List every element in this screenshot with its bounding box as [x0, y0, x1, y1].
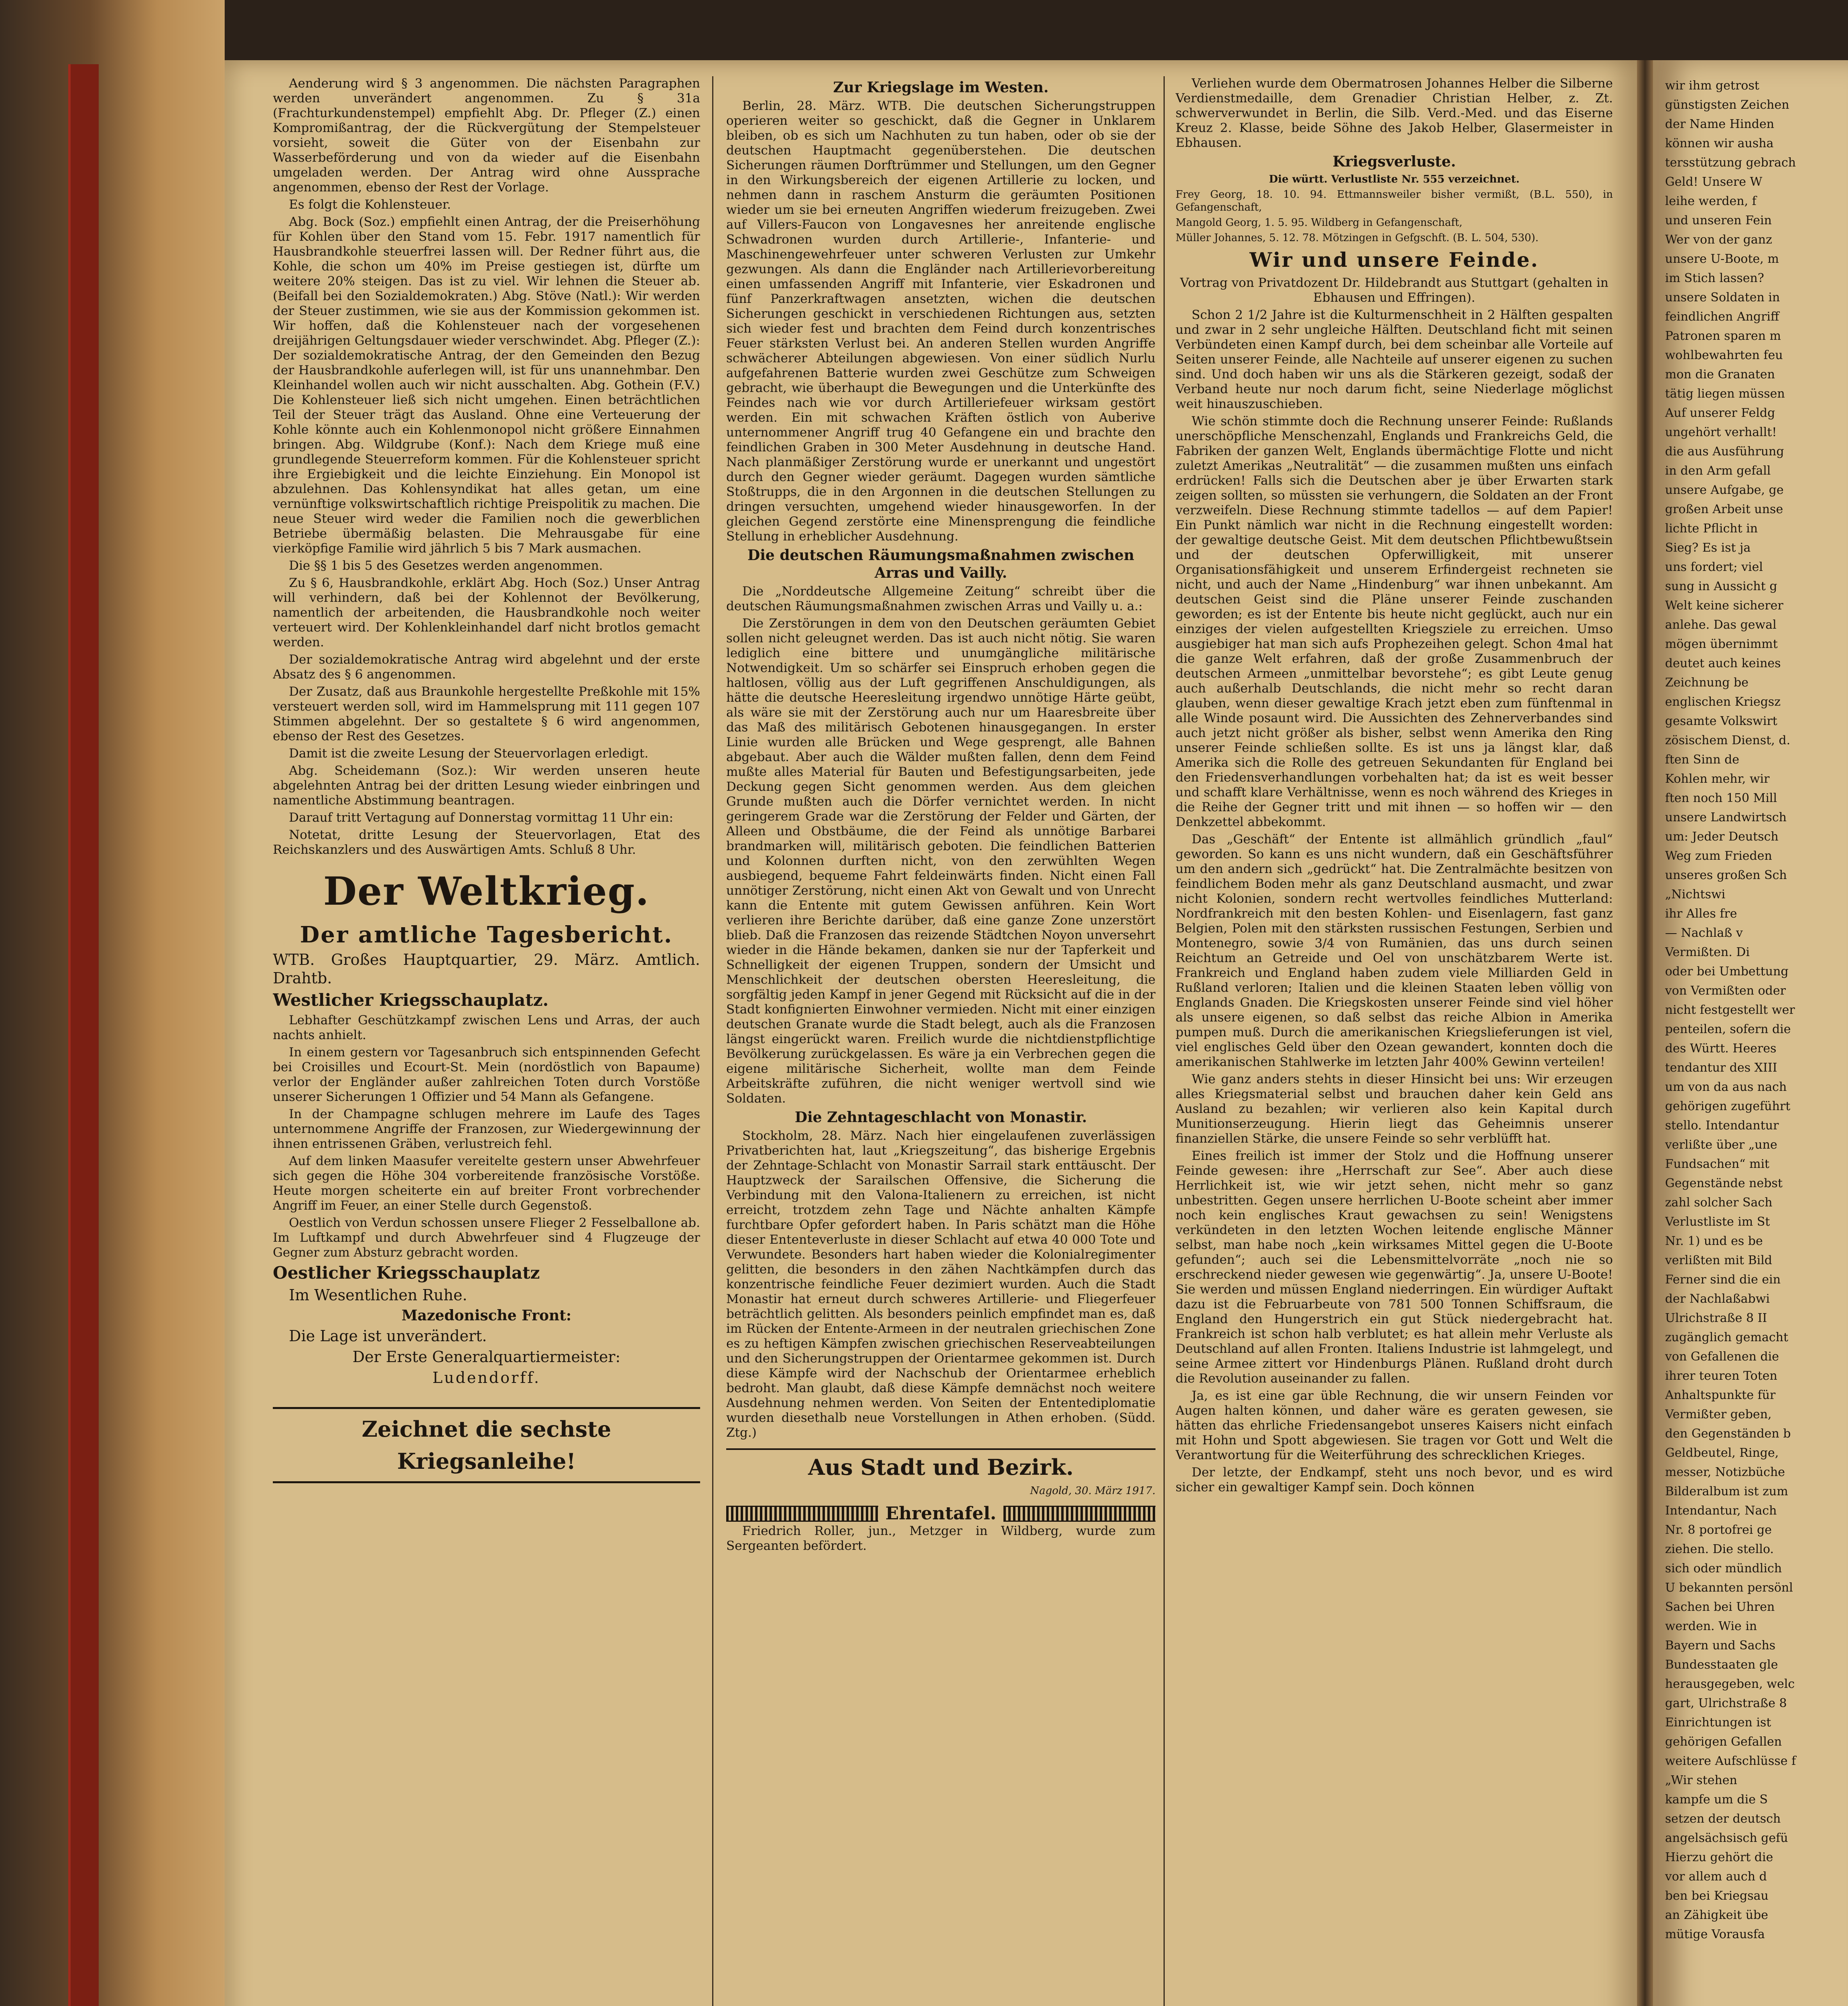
text-line: Bayern und Sachs: [1665, 1639, 1776, 1653]
text-line: tendantur des XIII: [1665, 1061, 1777, 1075]
text-line: gesamte Volkswirt: [1665, 714, 1777, 728]
text-line: im Stich lassen?: [1665, 271, 1764, 285]
text-line: — Nachlaß v: [1665, 926, 1743, 940]
paragraph: Wie schön stimmte doch die Rechnung unserer Feinde: Rußlands unerschöpfliche Menschenzahl, Englands und Frankreichs Geld, die Fabriken der ganzen Welt, Englands übermächtige Flotte und nicht zuletzt Amerikas „Neutralität“ — die zusammen mußten uns einfach erdrücken! Falls sich die Deutschen aber je über Erwarten stark zeigen sollten, so müssten sie verhungern, die Soldaten an der Front verzweifeln. Diese Rechnung stimmte tadellos — auf dem Papier! Ein Punkt nämlich war nicht in die Rechnung eingestellt worden: der gewaltige deutsche Geist. Mit dem deutschen Pflichtbewußtsein und der deutschen Opferwilligkeit, mit unserer Organisationsfähigkeit und unserem Erfindergeist rechneten sie nicht, und auch der Name „Hindenburg“ war ihnen unbekannt. Am deutschen Geist sind die Pläne unserer Feinde zuschanden geworden; es ist der Entente bis heute nicht geglückt, auch nur ein einziges der vielen aufgestellten Kriegsziele zu erreichen. Umso ausgiebiger hat man sich aufs Prophezeihen gelegt. Schon 4mal hat die ganze Welt erfahren, daß der große Zusammenbruch der deutschen Armeen „unmittelbar bevorstehe“; es gibt Leute genug auch außerhalb Deutschlands, die nicht mehr so recht daran glauben, wenn dieser gewaltige Krach jetzt eben zum fünftenmal in alle Winde posaunt wird. Die Aussichten des Zehnerverbandes sind auch jetzt nicht größer als bisher, selbst wenn Amerika den Ring unserer Feinde schließen sollte. Es ist uns ja längst klar, daß Amerika sich die Rolle des getreuen Sekundanten für England bei den Friedensverhandlungen vorbehalten hat; da ist es weit besser und schafft klare Verhältnisse, wenn es noch während des Krieges in die Reihe der Gegner tritt und mit ihnen — so hoffen wir — den Denkzettel abbekommt.: [1176, 414, 1613, 829]
text-line: Welt keine sicherer: [1665, 599, 1783, 613]
text-line: gehörigen zugeführt: [1665, 1099, 1791, 1113]
tagesbericht-title: Der amtliche Tagesbericht.: [300, 922, 673, 948]
text-line: Verlustliste im St: [1665, 1215, 1770, 1229]
text-line: unseres großen Sch: [1665, 868, 1787, 882]
text-line: messer, Notizbüche: [1665, 1465, 1785, 1479]
text-line: deutet auch keines: [1665, 656, 1781, 670]
book-spine: [68, 64, 99, 2006]
text-line: den Gegenständen b: [1665, 1427, 1791, 1441]
signature-line2: Ludendorff.: [432, 1369, 541, 1387]
text-line: von Vermißten oder: [1665, 984, 1786, 998]
text-line: gart, Ulrichstraße 8: [1665, 1696, 1787, 1710]
text-line: verlißte über „une: [1665, 1138, 1777, 1152]
text-line: großen Arbeit unse: [1665, 502, 1783, 516]
text-line: „Wir stehen: [1665, 1773, 1737, 1787]
text-line: ihrer teuren Toten: [1665, 1369, 1777, 1383]
stadt-bezirk-title: Aus Stadt und Bezirk.: [726, 1448, 1156, 1481]
text-line: tätig liegen müssen: [1665, 387, 1785, 401]
wtb-line: WTB. Großes Hauptquartier, 29. März. Amtlich. Drahtb.: [273, 951, 700, 987]
text-line: ihr Alles fre: [1665, 907, 1737, 921]
text-line: gehörigen Gefallen: [1665, 1735, 1782, 1749]
ost-text: Im Wesentlichen Ruhe.: [289, 1286, 467, 1304]
text-line: ften noch 150 Mill: [1665, 791, 1777, 805]
text-line: wir ihm getrost: [1665, 79, 1759, 93]
paragraph: Ja, es ist eine gar üble Rechnung, die wir unsern Feinden vor Augen halten können, und daher wäre es geraten gewesen, sie hätten das ehrliche Friedensangebot unseres Kaisers nicht einfach mit Hohn und Spott abgewiesen. Sie tragen vor Gott und Welt die Verantwortung für die Weiterführung des schrecklichen Krieges.: [1176, 1389, 1613, 1462]
text-line: Fundsachen“ mit: [1665, 1157, 1770, 1171]
text-line: Patronen sparen m: [1665, 329, 1781, 343]
text-line: Gegenstände nebst: [1665, 1176, 1783, 1190]
kriegsanleihe-ad: Zeichnet die sechste Kriegsanleihe!: [273, 1407, 700, 1483]
paragraph: Frey Georg, 18. 10. 94. Ettmannsweiler bisher vermißt, (B.L. 550), in Gefangenschaft,: [1176, 189, 1613, 213]
text-line: ften Sinn de: [1665, 753, 1740, 767]
paragraph: Notetat, dritte Lesung der Steuervorlagen, Etat des Reichskanzlers und des Auswärtigen Amts. Schluß 8 Uhr.: [273, 828, 700, 857]
text-line: Vermißten. Di: [1665, 945, 1750, 959]
paragraph: Aenderung wird § 3 angenommen. Die nächsten Paragraphen werden unverändert angenommen. Zu § 31a (Frachturkundenstempel) empfiehlt Abg. Dr. Pfleger (Z.) einen Kompromißantrag, der die Rückvergütung der Stempelsteuer vorsieht, soweit die Güter von der Eisenbahn zur Wasserbeförderung und von da wieder auf die Eisenbahn umgeladen werden. Der Antrag wird ohne Aussprache angenommen, ebenso der Rest der Vorlage.: [273, 76, 700, 195]
paragraph: Oestlich von Verdun schossen unsere Flieger 2 Fesselballone ab. Im Luftkampf und durch Abwehrfeuer sind 4 Flugzeuge der Gegner zum Absturz gebracht worden.: [273, 1216, 700, 1260]
text-line: Wer von der ganz: [1665, 233, 1772, 247]
text-line: ziehen. Die stello.: [1665, 1542, 1774, 1556]
text-line: der Nachlaßabwi: [1665, 1292, 1770, 1306]
text-line: lichte Pflicht in: [1665, 522, 1758, 536]
paragraph: Schon 2 1/2 Jahre ist die Kulturmenschheit in 2 Hälften gespalten und zwar in 2 sehr ungleiche Hälften. Deutschland ficht mit seinen Verbündeten einen Kampf durch, bei dem scheinbar alle Vorteile auf Seiten unserer Feinde, alle Nachteile auf unserer eigenen zu suchen sind. Und doch haben wir uns als die Stärkeren gezeigt, sodaß der Verband heute nur noch darum ficht, seine Niederlage möglichst weit hinauszuschieben.: [1176, 308, 1613, 411]
text-line: verlißten mit Bild: [1665, 1253, 1773, 1267]
signature-line1: Der Erste Generalquartiermeister:: [352, 1348, 621, 1366]
paragraph: Die Zerstörungen in dem von den Deutschen geräumten Gebiet sollen nicht geleugnet werden. Das ist auch nicht nötig. Sie waren lediglich eine bittere und unumgängliche militärische Notwendigkeit. Um so schärfer sei Einspruch erhoben gegen die haltlosen, völlig aus der Luft gegriffenen Anschuldigungen, als hätte die deutsche Heeresleitung irgendwo unnötige Härte geübt, als wäre sie mit der Zerstörung auch nur um Haaresbreite über das Maß des militärisch Gebotenen hinausgegangen. In erster Linie wurden alle Brücken und Wege gesprengt, alle Bahnen abgebaut. Aber auch die Wälder mußten fallen, denn dem Feind mußte alles Material für Bauten und Befestigungsarbeiten, jede Deckung gegen Sicht genommen werden. Aus dem gleichen Grunde mußten auch die Dörfer vernichtet werden. In nicht geringerem Grade war die Zerstörung der Felder und Gärten, der Alleen und Obstbäume, die der Feind als unnötige Barbarei brandmarken will, militärisch geboten. Die feindlichen Batterien und Kolonnen durften nicht, von den zerwühlten Wegen ausbiegend, bequeme Fahrt feldeinwärts finden. Nicht einen Fall unnötiger Zerstörung, nicht einen Akt von Gewalt und von Unrecht kann die Entente mit gutem Gewissen anführen. Kein Wort verlieren ihre Berichte darüber, daß eine ganze Zone unzerstört blieb. Daß die Franzosen das reizende Städtchen Noyon unversehrt wieder in die Hände bekamen, danken sie nur der Tapferkeit und Schnelligkeit der eigenen Truppen, sondern der Umsicht und Menschlichkeit der deutschen obersten Heeresleitung, die sorgfältig jeden Kampf in jener Gegend mit Rücksicht auf die in der Stadt konfignierten Einwohner vermieden. Nicht mit einer einzigen deutschen Granate wurde die Stadt belegt, auch als die Franzosen längst eingerückt waren. Freilich wurde die nichtdienstpflichtige Bevölkerung zurückgelassen. Es wäre ja ein Verbrechen gegen die eigene militärische Sicherheit, wollte man dem Feinde Arbeitskräfte zuführen, die nicht weniger wertvoll sind wie Soldaten.: [726, 616, 1156, 1106]
paragraph: Darauf tritt Vertagung auf Donnerstag vormittag 11 Uhr ein:: [289, 810, 674, 825]
text-line: werden. Wie in: [1665, 1619, 1757, 1633]
dateline: Nagold, 30. März 1917.: [1030, 1485, 1156, 1497]
text-line: anlehe. Das gewal: [1665, 618, 1777, 632]
text-line: ungehört verhallt!: [1665, 425, 1777, 439]
ehrentafel-title: Ehrentafel.: [885, 1503, 997, 1524]
text-line: uns fordert; viel: [1665, 560, 1763, 574]
paragraph: In der Champagne schlugen mehrere im Laufe des Tages unternommene Angriffe der Franzosen, zur Wiedergewinnung der ihnen entrissenen Gräben, verlustreich fehl.: [273, 1107, 700, 1151]
monastir-text: [726, 1129, 1156, 1440]
column-rule: [1164, 76, 1165, 2006]
text-line: Auf unserer Feldg: [1665, 406, 1775, 420]
text-line: „Nichtswi: [1665, 887, 1726, 901]
text-line: des Württ. Heeres: [1665, 1042, 1777, 1056]
book-edge: [0, 0, 225, 2006]
paragraph: In einem gestern vor Tagesanbruch sich entspinnenden Gefecht bei Croisilles und Ecourt-St. Mein (nordöstlich von Bapaume) verlor der Engländer außer zahlreichen Toten durch Vorstöße unserer Sicherungen 1 Offizier und 54 Mann als Gefangene.: [273, 1045, 700, 1104]
paragraph: Wie ganz anders stehts in dieser Hinsicht bei uns: Wir erzeugen alles Kriegsmaterial selbst und brauchen daher kein Geld ans Ausland zu bezahlen; wir verlieren also kein Kapital durch Munitionserzeugung. Hierin liegt das Geheimnis unserer finanziellen Stärke, die unsere Feinde so sehr verblüfft hat.: [1176, 1072, 1613, 1146]
text-line: englischen Kriegsz: [1665, 695, 1781, 709]
maz-text: Die Lage ist unverändert.: [289, 1327, 487, 1345]
kriegslage-text: [726, 99, 1156, 544]
west-title: Westlicher Kriegsschauplatz.: [273, 990, 549, 1010]
raeumung-title: Die deutschen Räumungsmaßnahmen zwischen Arras und Vailly.: [747, 547, 1134, 581]
ehrentafel-text: Friedrich Roller, jun., Metzger in Wildberg, wurde zum Sergeanten befördert.: [726, 1524, 1156, 1553]
text-line: an Zähigkeit übe: [1665, 1908, 1768, 1922]
verleihung-text: Verliehen wurde dem Obermatrosen Johannes Helber die Silberne Verdienstmedaille, dem Grenadier Christian Helber, z. Zt. schwerverwundet in Berlin, die Silb. Verd.-Med. und das Eiserne Kreuz 2. Klasse, beide Söhne des Jakob Helber, Glasermeister in Ebhausen.: [1176, 76, 1613, 150]
paragraph: Mangold Georg, 1. 5. 95. Wildberg in Gefangenschaft,: [1176, 217, 1463, 229]
maz-title: Mazedonische Front:: [401, 1307, 572, 1324]
text-line: feindlichen Angriff: [1665, 310, 1779, 324]
paragraph: Die „Norddeutsche Allgemeine Zeitung“ schreibt über die deutschen Räumungsmaßnahmen zwischen Arras und Vailly u. a.:: [726, 584, 1156, 613]
monastir-title: Die Zehntageschlacht von Monastir.: [794, 1109, 1087, 1126]
text-line: wohlbewahrten feu: [1665, 348, 1783, 362]
raeumung-text: [726, 584, 1156, 1106]
text-line: Zeichnung be: [1665, 676, 1748, 690]
page-gutter: [1637, 60, 1653, 2006]
paragraph: Das „Geschäft“ der Entente ist allmählich gründlich „faul“ geworden. So kann es uns nicht wundern, daß ein Geschäftsführer um den andern sich „gedrückt“ hat. Die Zentralmächte besitzen von feindlichem Boden mehr als ganz Deutschland ausmacht, und zwar nicht Kolonien, sondern recht wertvolles feindliches Mutterland: Nordfrankreich mit den besten Kohlen- und Eisenlagern, fast ganz Belgien, Polen mit den stärksten russischen Festungen, Serbien und Montenegro, sowie 3/4 von Rumänien, das uns durch seinen Reichtum an Getreide und Oel von unschätzbarem Werte ist. Frankreich und England haben zudem viele Milliarden Geld in Rußland verloren; Italien und die kleinen Staaten leben völlig von Englands Gnaden. Die Kriegskosten unserer Feinde sind viel höher als unsere eigenen, so daß selbst das reiche Albion in Amerika pumpen muß. Durch die amerikanischen Kriegslieferungen ist viel, viel englisches Geld über den Ozean gewandert, konnten doch die amerikanischen Stahlwerke im letzten Jahr 400% Gewinn verteilen!: [1176, 832, 1613, 1069]
text-line: unsere U-Boote, m: [1665, 252, 1779, 266]
feinde-sub: Vortrag von Privatdozent Dr. Hildebrandt aus Stuttgart (gehalten in Ebhausen und Effringen).: [1180, 276, 1608, 305]
kriegslage-title: Zur Kriegslage im Westen.: [833, 79, 1049, 96]
text-line: um von da aus nach: [1665, 1080, 1787, 1094]
text-line: Bilderalbum ist zum: [1665, 1484, 1788, 1498]
text-line: unsere Soldaten in: [1665, 290, 1780, 305]
text-line: Anhaltspunkte für: [1665, 1388, 1776, 1402]
paragraph: Abg. Bock (Soz.) empfiehlt einen Antrag, der die Preiserhöhung für Kohlen über den Stand vom 15. Febr. 1917 namentlich für Hausbrandkohle steuerfrei lassen will. Der Redner führt aus, die Kohle, die schon um 40% im Preise gestiegen ist, dürfte um weitere 20% steigen. Das ist zu viel. Wir lehnen die Steuer ab. (Beifall bei den Sozialdemokraten.) Abg. Stöve (Natl.): Wir werden der Steuer zustimmen, wie sie aus der Kommission gekommen ist. Wir hoffen, daß die Kohlensteuer nach der vorgesehenen dreijährigen Geltungsdauer wieder verschwindet. Abg. Pfleger (Z.): Der sozialdemokratische Antrag, der den Gemeinden den Bezug der Hausbrandkohle auferlegen will, ist für uns unannehmbar. Den Kleinhandel wollen auch wir nicht ausschalten. Abg. Gothein (F.V.) Die Kohlensteuer ließ sich nicht umgehen. Einen beträchtlichen Teil der Steuer trägt das Ausland. Ohne eine Verteuerung der Kohle könnte auch ein Kohlenmonopol nicht größere Einnahmen bringen. Abg. Wildgrube (Konf.): Nach dem Kriege muß eine grundlegende Steuerreform kommen. Für die Kohlensteuer spricht ihre Ergiebigkeit und die leichte Einziehung. Ein Monopol ist abzulehnen. Das Kohlensyndikat hat alles getan, um eine vernünftige volkswirtschaftlich richtige Preispolitik zu machen. Die neue Steuer wird weder die Familien noch die gewerblichen Betriebe übermäßig belasten. Die Mehrausgabe für eine vierköpfige Familie wird jährlich 5 bis 7 Mark ausmachen.: [273, 215, 700, 556]
text-line: penteilen, sofern die: [1665, 1022, 1791, 1036]
text-line: tersstützung gebrach: [1665, 156, 1796, 170]
paragraph: Eines freilich ist immer der Stolz und die Hoffnung unserer Feinde gewesen: ihre „Herrschaft zur See“. Aber auch diese Herrlichkeit ist, wie wir jetzt sehen, nicht mehr so ganz unbestritten. Gegen unsere herrlichen U-Boote scheint aber immer noch kein englisches Kraut gewachsen zu sein! Wenigstens verkündeten in den letzten Wochen leitende englische Männer selbst, man habe noch „kein wirksames Mittel gegen die U-Boote gefunden“; auch sei die Lebensmittelvorräte „noch nie so erschreckend nieder gewesen wie gegenwärtig“. Ja, unsere U-Boote! Sie werden und müssen England niederringen. Ein würdiger Auftakt dazu ist die Februarbeute von 781 500 Tonnen Schiffsraum, die England den Hungerstrich ein gut Stück niedergebracht hat. Frankreich ist schon halb verblutet; es hat allein mehr Verluste als Deutschland auf allen Fronten. Italiens Industrie ist lahmgelegt, und seine Armee zittert vor Hindenburgs Plänen. Rußland droht durch die Revolution auseinander zu fallen.: [1176, 1149, 1613, 1386]
paragraph: Zu § 6, Hausbrandkohle, erklärt Abg. Hoch (Soz.) Unser Antrag will verhindern, daß bei der Kohlennot der Bevölkerung, namentlich der arbeitenden, die Hausbrandkohle noch weiter verteuert wird. Der Kohlenkleinhandel darf nicht brotlos gemacht werden.: [273, 576, 700, 650]
text-line: oder bei Umbettung: [1665, 964, 1789, 979]
paragraph: Der Zusatz, daß aus Braunkohle hergestellte Preßkohle mit 15% versteuert werden soll, wird im Hammelsprung mit 111 gegen 107 Stimmen abgelehnt. Der so gestaltete § 6 wird angenommen, ebenso der Rest des Gesetzes.: [273, 684, 700, 743]
column-3: [1176, 76, 1613, 2006]
text-line: sung in Aussicht g: [1665, 579, 1777, 593]
text-line: weitere Aufschlüsse f: [1665, 1754, 1796, 1768]
kriegsverluste-title: Kriegsverluste.: [1332, 153, 1456, 170]
right-page-fragment: [1653, 60, 1848, 2006]
text-line: in den Arm gefall: [1665, 464, 1771, 478]
text-line: zösischem Dienst, d.: [1665, 733, 1791, 747]
text-line: leihe werden, f: [1665, 194, 1757, 208]
text-line: Kohlen mehr, wir: [1665, 772, 1770, 786]
text-line: günstigsten Zeichen: [1665, 98, 1789, 112]
ost-title: Oestlicher Kriegsschauplatz: [273, 1263, 540, 1283]
text-line: Sachen bei Uhren: [1665, 1600, 1775, 1614]
text-line: nicht festgestellt wer: [1665, 1003, 1795, 1017]
right-page-text: [1665, 76, 1848, 2006]
text-line: setzen der deutsch: [1665, 1812, 1781, 1826]
text-line: unsere Landwirtsch: [1665, 810, 1787, 824]
column-1: [273, 76, 700, 2006]
paragraph: Die §§ 1 bis 5 des Gesetzes werden angenommen.: [289, 558, 603, 573]
text-line: der Name Hinden: [1665, 117, 1775, 131]
text-line: angelsächsisch gefü: [1665, 1831, 1788, 1845]
paragraph: Lebhafter Geschützkampf zwischen Lens und Arras, der auch nachts anhielt.: [273, 1013, 700, 1042]
text-line: zahl solcher Sach: [1665, 1196, 1773, 1210]
verlustliste-sub: Die württ. Verlustliste Nr. 555 verzeichnet.: [1269, 173, 1520, 185]
paragraph: Müller Johannes, 5. 12. 78. Mötzingen in Gefgschft. (B. L. 504, 530).: [1176, 232, 1539, 244]
text-line: können wir ausha: [1665, 136, 1774, 150]
text-line: Weg zum Frieden: [1665, 849, 1772, 863]
text-line: mögen übernimmt: [1665, 637, 1778, 651]
column-2: [726, 76, 1156, 2006]
text-line: Bundesstaaten gle: [1665, 1658, 1778, 1672]
paragraph: Es folgt die Kohlensteuer.: [289, 197, 451, 212]
verlust-list: [1176, 188, 1613, 244]
paragraph: Abg. Scheidemann (Soz.): Wir werden unseren heute abgelehnten Antrag bei der dritten Lesung wieder einbringen und namentliche Abstimmung beantragen.: [273, 763, 700, 808]
west-text: [273, 1013, 700, 1260]
ornament-icon: [726, 1506, 878, 1522]
paragraph: Auf dem linken Maasufer vereitelte gestern unser Abwehrfeuer sich gegen die Höhe 304 vorbereitende französische Vorstöße. Heute morgen scheiterte ein auf breiter Front vorbrechender Angriff im Feuer, an einer Stelle durch Gegenstoß.: [273, 1154, 700, 1213]
text-line: von Gefallenen die: [1665, 1350, 1779, 1364]
text-line: mon die Granaten: [1665, 367, 1775, 382]
text-line: um: Jeder Deutsch: [1665, 830, 1779, 844]
text-line: Ulrichstraße 8 II: [1665, 1311, 1767, 1325]
text-line: zugänglich gemacht: [1665, 1330, 1789, 1344]
text-line: Nr. 1) und es be: [1665, 1234, 1763, 1248]
text-line: stello. Intendantur: [1665, 1119, 1779, 1133]
column-rule: [712, 76, 713, 2006]
feinde-title: Wir und unsere Feinde.: [1249, 248, 1539, 272]
text-line: ben bei Kriegsau: [1665, 1889, 1769, 1903]
paragraph: Damit ist die zweite Lesung der Steuervorlagen erledigt.: [289, 746, 649, 761]
text-line: Vermißter geben,: [1665, 1407, 1772, 1421]
paragraph: Der sozialdemokratische Antrag wird abgelehnt und der erste Absatz des § 6 angenommen.: [273, 652, 700, 682]
text-line: Nr. 8 portofrei ge: [1665, 1523, 1772, 1537]
weltkrieg-title: Der Weltkrieg.: [323, 869, 650, 914]
text-line: unsere Aufgabe, ge: [1665, 483, 1784, 497]
text-line: mütige Vorausfa: [1665, 1927, 1765, 1941]
paragraph: Stockholm, 28. März. Nach hier eingelaufenen zuverlässigen Privatberichten hat, laut „Kriegszeitung“, das bisherige Ergebnis der Zehntage-Schlacht von Monastir Sarrail stark enttäuscht. Der Hauptzweck der Sarailschen Offensive, die Sicherung die Verbindung mit den Valona-Italienern zu erreichen, ist nicht erreicht, trotzdem zehn Tage und Nächte anhalten Kämpfe furchtbare Opfer gefordert haben. In Paris schätzt man die Höhe dieser Ententeverluste in dieser Schlacht auf etwa 40 000 Tote und Verwundete. Besonders hart haben wieder die Kolonialregimenter gelitten, die besonders in den zähen Nachtkämpfen durch das konzentrische feindliche Feuer dezimiert wurden. Auch die Stadt Monastir hat erneut durch schweres Artillerie- und Fliegerfeuer beträchtlich gelitten. Als besonders peinlich empfindet man es, daß im Rücken der Entente-Armeen in der neutralen griechischen Zone es zu heftigen Kämpfen zwischen griechischen Reserveabteilungen und den Sicherungstruppen der Orientarmee gekommen ist. Durch diese Kämpfe wird der Nachschub der Orientarmee erheblich bedroht. Man glaubt, daß diese Kämpfe demnächst noch weitere Ausdehnung nehmen werden. Von Seiten der Ententediplomatie wurden diesethalb neue Vorstellungen in Athen erhoben. (Südd. Ztg.): [726, 1129, 1156, 1440]
text-line: Intendantur, Nach: [1665, 1504, 1777, 1518]
text-line: Einrichtungen ist: [1665, 1716, 1771, 1730]
text-line: und unseren Fein: [1665, 213, 1772, 227]
text-line: kampfe um die S: [1665, 1793, 1768, 1807]
text-line: Hierzu gehört die: [1665, 1850, 1773, 1864]
text-line: die aus Ausführung: [1665, 445, 1784, 459]
text-line: herausgegeben, welc: [1665, 1677, 1795, 1691]
col1-text: [273, 76, 700, 857]
text-line: Sieg? Es ist ja: [1665, 541, 1751, 555]
text-line: sich oder mündlich: [1665, 1561, 1782, 1576]
paragraph: Der letzte, der Endkampf, steht uns noch bevor, und es wird sicher ein gewaltiger Kampf sein. Doch können: [1176, 1465, 1613, 1494]
text-line: U bekannten persönl: [1665, 1581, 1793, 1595]
text-line: Geld! Unsere W: [1665, 175, 1763, 189]
ehrentafel-header: [726, 1503, 1156, 1524]
text-line: vor allem auch d: [1665, 1870, 1767, 1884]
ornament-icon: [1003, 1506, 1156, 1522]
feinde-text: [1176, 308, 1613, 1495]
paragraph: Berlin, 28. März. WTB. Die deutschen Sicherungstruppen operieren weiter so geschickt, daß die Gegner in Unklarem bleiben, ob es sich um Nachhuten zu tun haben, oder ob sie der deutschen Hauptmacht gegenüberstehen. Die deutschen Sicherungen räumen Dorftrümmer und Stellungen, um den Gegner in den Wirkungsbereich der eigenen Artillerie zu locken, und nehmen dann in raschem Ansturm die geräumten Positionen wieder um sie bei erneuten Angriffen wiederum freizugeben. Zwei auf Villers-Faucon von Longavesnes her anreitende englische Schwadronen wurden durch Artillerie-, Infanterie- und Maschinengewehrfeuer unter schweren Verlusten zur Umkehr gezwungen. Als dann die Engländer nach Artillerievorbereitung einen umfassenden Angriff mit Infanterie, vier Eskadronen und fünf Panzerkraftwagen ansetzten, wichen die deutschen Sicherungen geschickt in verschiedenen Richtungen aus, setzten sich wieder fest und brachten dem Feind durch konzentrisches Feuer stärksten Verlust bei. An anderen Stellen wurden Angriffe schwächerer Abteilungen abgewiesen. Von einer südlich Nurlu aufgefahrenen Batterie wurden zwei Geschütze zum Schweigen gebracht, wie überhaupt die Bewegungen und die Unterkünfte des Feindes nach wie vor durch Artilleriefeuer wirksam gestört werden. Ein mit schwachen Kräften östlich von Auberive unternommener Angriff trug 40 Gefangene ein und brachte den feindlichen Graben in 300 Meter Ausdehnung in deutsche Hand. Nach planmäßiger Zerstörung wurde er unerkannt und ungestört durch den Gegner wieder geräumt. Dagegen wurden sämtliche Stoßtrupps, die in den Argonnen in die deutschen Stellungen zu dringen versuchten, umgehend wieder hinausgeworfen. In der gleichen Gegend zerstörte eine Minensprengung die feindliche Stellung in erheblicher Ausdehnung.: [726, 99, 1156, 544]
text-line: Ferner sind die ein: [1665, 1273, 1781, 1287]
text-line: Geldbeutel, Ringe,: [1665, 1446, 1779, 1460]
